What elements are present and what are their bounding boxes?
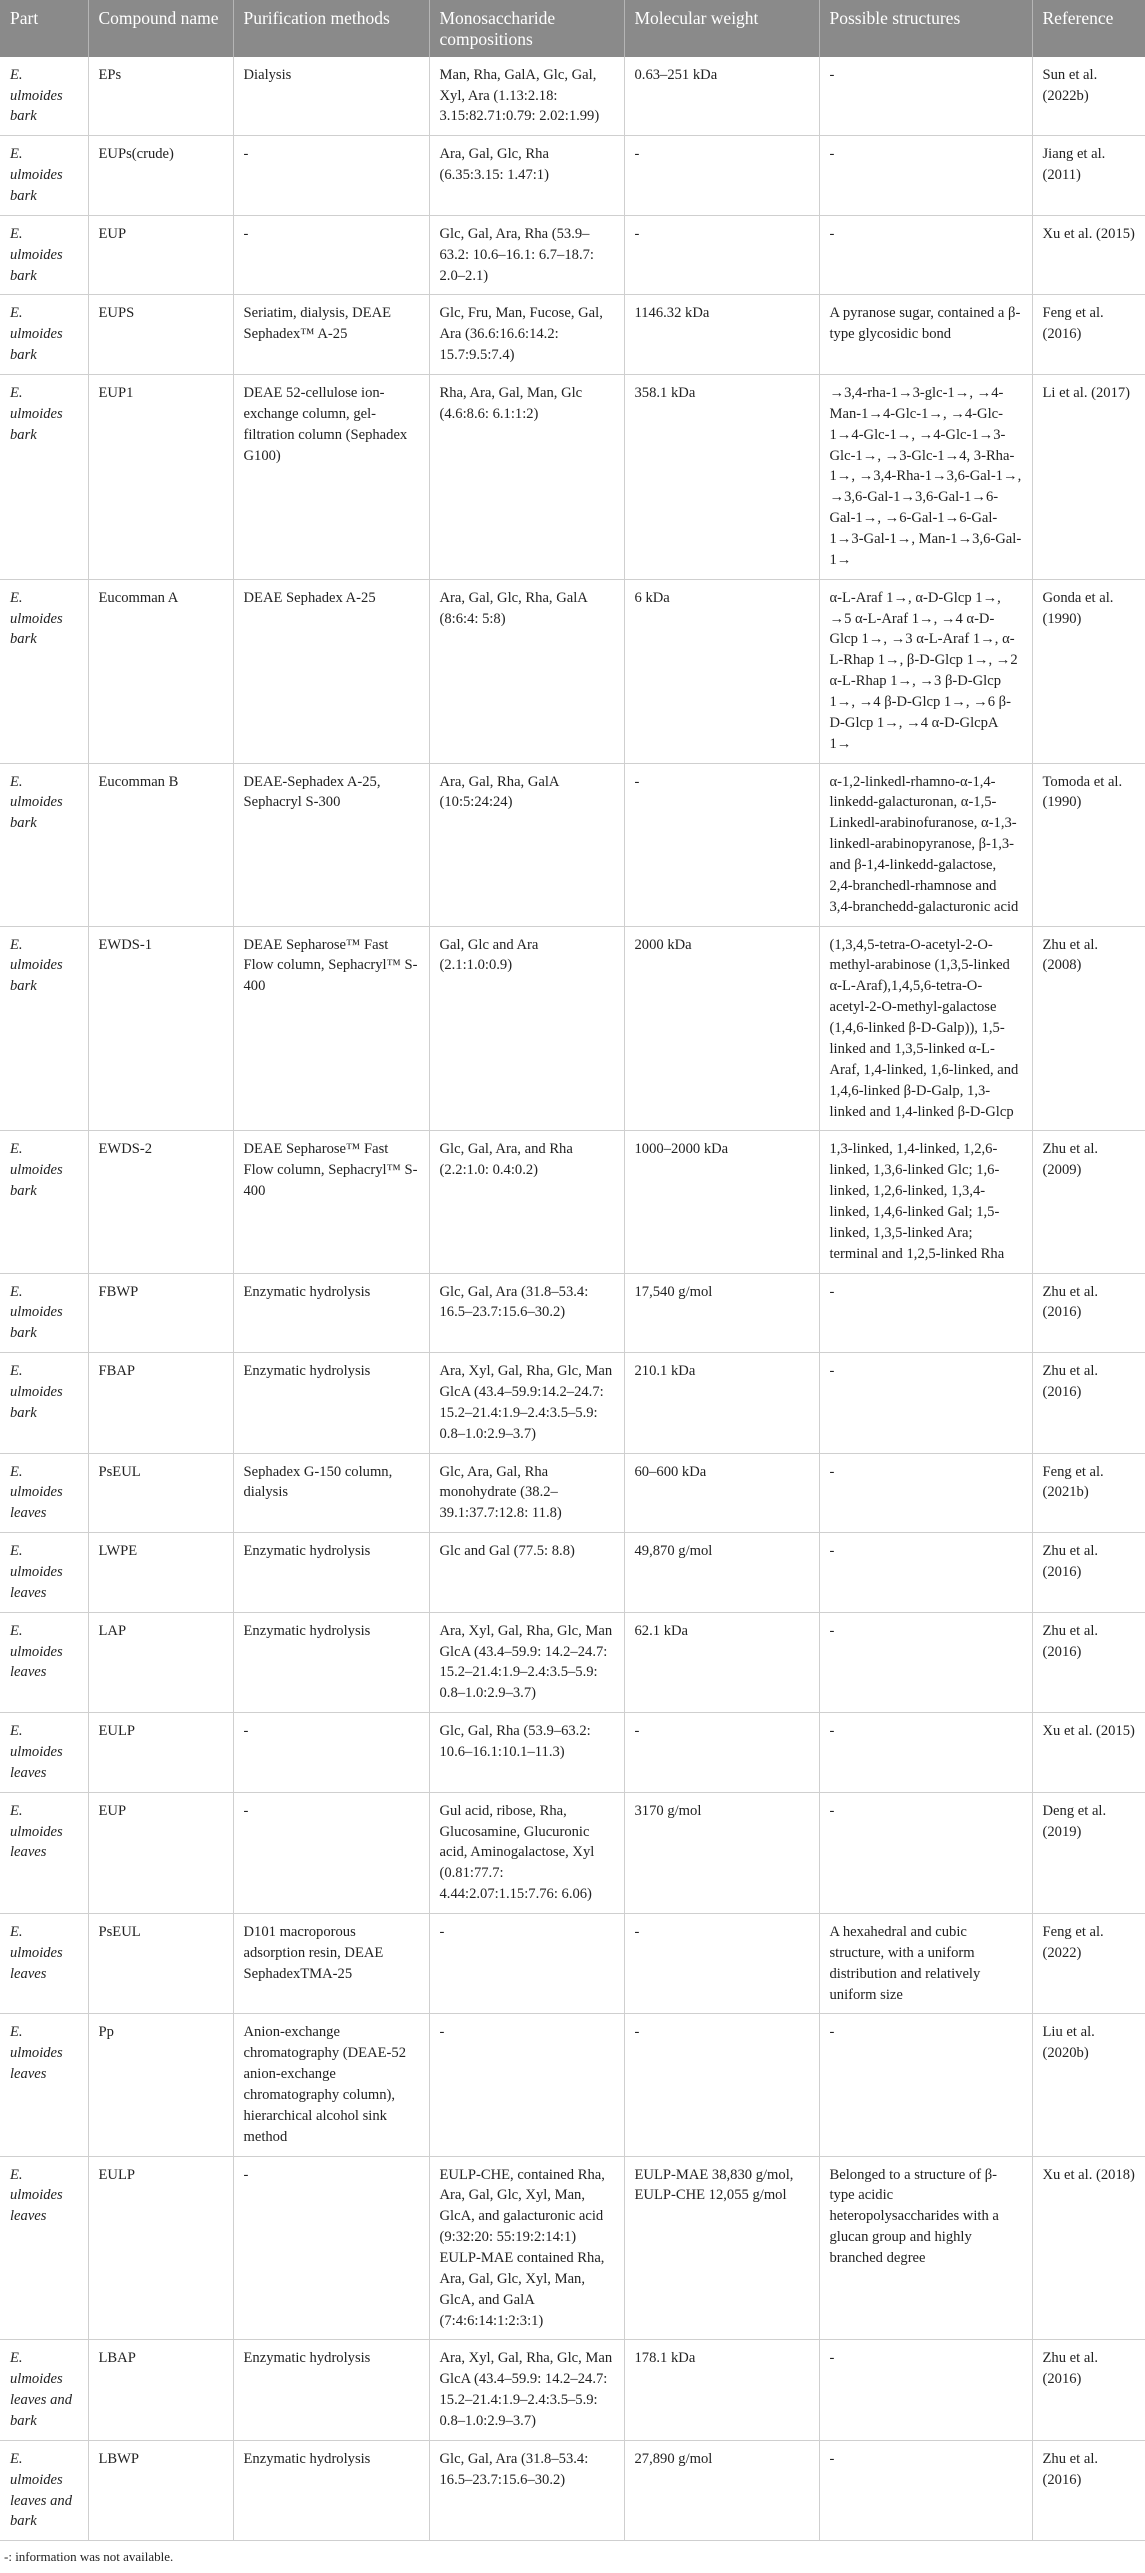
cell-structure: - xyxy=(819,1792,1032,1913)
cell-molecular-weight: 2000 kDa xyxy=(624,926,819,1131)
table-row xyxy=(0,763,1145,926)
cell-structure: Belonged to a structure of β-type acidic heteropolysaccharides with a glucan group and highly branched degree xyxy=(819,2156,1032,2340)
cell-composition: Rha, Ara, Gal, Man, Glc (4.6:8.6: 6.1:1:2) xyxy=(429,375,624,580)
cell-part: E. ulmoides leaves and bark xyxy=(0,2340,88,2440)
cell-compound-name: LBAP xyxy=(88,2340,233,2440)
cell-reference: Xu et al. (2018) xyxy=(1032,2156,1145,2340)
table-row xyxy=(0,1453,1145,1533)
table-row xyxy=(0,1533,1145,1613)
table-row xyxy=(0,2440,1145,2540)
cell-composition: Ara, Gal, Glc, Rha, GalA (8:6:4: 5:8) xyxy=(429,579,624,763)
table-row xyxy=(0,2156,1145,2340)
cell-compound-name: EWDS-1 xyxy=(88,926,233,1131)
table-row xyxy=(0,1353,1145,1453)
cell-purification: Seriatim, dialysis, DEAE Sephadex™ A-25 xyxy=(233,295,429,375)
cell-purification: Enzymatic hydrolysis xyxy=(233,1273,429,1353)
cell-purification: - xyxy=(233,1713,429,1793)
cell-structure: - xyxy=(819,136,1032,216)
cell-composition: Ara, Gal, Rha, GalA (10:5:24:24) xyxy=(429,763,624,926)
cell-compound-name: EPs xyxy=(88,57,233,136)
table-footnote: -: information was not available. xyxy=(4,2549,174,2565)
cell-part: E. ulmoides leaves xyxy=(0,1713,88,1793)
cell-molecular-weight: 178.1 kDa xyxy=(624,2340,819,2440)
cell-molecular-weight: 0.63–251 kDa xyxy=(624,57,819,136)
cell-structure: - xyxy=(819,1353,1032,1453)
table-row xyxy=(0,295,1145,375)
table-row xyxy=(0,1612,1145,1712)
cell-composition: Glc, Gal, Rha (53.9–63.2: 10.6–16.1:10.1–11.3) xyxy=(429,1713,624,1793)
cell-part: E. ulmoides leaves xyxy=(0,1533,88,1613)
cell-purification: Dialysis xyxy=(233,57,429,136)
header-molecular-weight: Molecular weight xyxy=(624,0,819,57)
cell-molecular-weight: - xyxy=(624,136,819,216)
table-row xyxy=(0,579,1145,763)
cell-composition: Glc, Gal, Ara, Rha (53.9–63.2: 10.6–16.1: 6.7–18.7: 2.0–2.1) xyxy=(429,215,624,295)
table-row xyxy=(0,2014,1145,2156)
cell-part: E. ulmoides leaves xyxy=(0,1453,88,1533)
cell-molecular-weight: 6 kDa xyxy=(624,579,819,763)
cell-purification: - xyxy=(233,1792,429,1913)
cell-purification: Enzymatic hydrolysis xyxy=(233,1353,429,1453)
cell-molecular-weight: 1000–2000 kDa xyxy=(624,1131,819,1273)
cell-purification: Anion-exchange chromatography (DEAE-52 anion-exchange chromatography column), hierarchical alcohol sink method xyxy=(233,2014,429,2156)
table-row xyxy=(0,1713,1145,1793)
cell-purification: Sephadex G-150 column, dialysis xyxy=(233,1453,429,1533)
cell-part: E. ulmoides bark xyxy=(0,1353,88,1453)
header-row xyxy=(0,0,1145,57)
cell-composition: Glc, Ara, Gal, Rha monohydrate (38.2–39.1:37.7:12.8: 11.8) xyxy=(429,1453,624,1533)
header-part: Part xyxy=(0,0,88,57)
cell-composition: Ara, Xyl, Gal, Rha, Glc, Man GlcA (43.4–59.9: 14.2–24.7: 15.2–21.4:1.9–2.4:3.5–5.9: 0.8–1.0:2.9–3.7) xyxy=(429,2340,624,2440)
cell-part: E. ulmoides bark xyxy=(0,1131,88,1273)
cell-compound-name: EWDS-2 xyxy=(88,1131,233,1273)
cell-part: E. ulmoides bark xyxy=(0,375,88,580)
cell-composition: Ara, Xyl, Gal, Rha, Glc, Man GlcA (43.4–59.9:14.2–24.7: 15.2–21.4:1.9–2.4:3.5–5.9: 0.8–1.0:2.9–3.7) xyxy=(429,1353,624,1453)
cell-structure: (1,3,4,5-tetra-O-acetyl-2-O-methyl-arabinose (1,3,5-linked α-L-Araf),1,4,5,6-tetra-O-acetyl-2-O-methyl-galactose (1,4,6-linked β-D-Galp)), 1,5-linked and 1,3,5-linked α-L-Araf, 1,4-linked, 1,6-linked, and 1,4,6-linked β-D-Galp, 1,3-linked and 1,4-linked β-D-Glcp xyxy=(819,926,1032,1131)
cell-reference: Li et al. (2017) xyxy=(1032,375,1145,580)
header-monosaccharide-compositions: Monosaccharide compositions xyxy=(429,0,624,57)
cell-composition: Glc, Gal, Ara (31.8–53.4: 16.5–23.7:15.6–30.2) xyxy=(429,2440,624,2540)
cell-compound-name: EUPs(crude) xyxy=(88,136,233,216)
cell-reference: Xu et al. (2015) xyxy=(1032,215,1145,295)
cell-compound-name: EULP xyxy=(88,1713,233,1793)
cell-structure: - xyxy=(819,1273,1032,1353)
header-compound-name: Compound name xyxy=(88,0,233,57)
cell-molecular-weight: 3170 g/mol xyxy=(624,1792,819,1913)
table-row xyxy=(0,136,1145,216)
cell-reference: Zhu et al. (2016) xyxy=(1032,2440,1145,2540)
cell-compound-name: Eucomman B xyxy=(88,763,233,926)
cell-purification: Enzymatic hydrolysis xyxy=(233,1612,429,1712)
cell-structure: A pyranose sugar, contained a β-type glycosidic bond xyxy=(819,295,1032,375)
cell-reference: Tomoda et al. (1990) xyxy=(1032,763,1145,926)
cell-composition: Ara, Gal, Glc, Rha (6.35:3.15: 1.47:1) xyxy=(429,136,624,216)
cell-purification: DEAE Sepharose™ Fast Flow column, Sephacryl™ S-400 xyxy=(233,926,429,1131)
cell-purification: DEAE-Sephadex A-25, Sephacryl S-300 xyxy=(233,763,429,926)
cell-composition: Gal, Glc and Ara (2.1:1.0:0.9) xyxy=(429,926,624,1131)
cell-purification: Enzymatic hydrolysis xyxy=(233,2340,429,2440)
cell-reference: Feng et al. (2021b) xyxy=(1032,1453,1145,1533)
cell-structure: - xyxy=(819,2440,1032,2540)
cell-molecular-weight: - xyxy=(624,763,819,926)
cell-structure: →3,4-rha-1→3-glc-1→, →4-Man-1→4-Glc-1→, →4-Glc-1→4-Glc-1→, →4-Glc-1→3-Glc-1→, →3-Glc-1→4, 3-Rha-1→, →3,4-Rha-1→3,6-Gal-1→, →3,6-Gal-1→3,6-Gal-1→6-Gal-1→, →6-Gal-1→6-Gal-1→3-Gal-1→, Man-1→3,6-Gal-1→ xyxy=(819,375,1032,580)
cell-reference: Zhu et al. (2009) xyxy=(1032,1131,1145,1273)
cell-compound-name: Eucomman A xyxy=(88,579,233,763)
cell-structure: α-1,2-linkedl-rhamno-α-1,4-linkedd-galacturonan, α-1,5-Linkedl-arabinofuranose, α-1,3-linkedl-arabinopyranose, β-1,3- and β-1,4-linkedd-galactose, 2,4-branchedl-rhamnose and 3,4-branchedd-galacturonic acid xyxy=(819,763,1032,926)
cell-compound-name: PsEUL xyxy=(88,1914,233,2014)
cell-composition: Man, Rha, GalA, Glc, Gal, Xyl, Ara (1.13:2.18: 3.15:82.71:0.79: 2.02:1.99) xyxy=(429,57,624,136)
cell-molecular-weight: 17,540 g/mol xyxy=(624,1273,819,1353)
table-row xyxy=(0,1914,1145,2014)
cell-compound-name: EUP xyxy=(88,1792,233,1913)
cell-reference: Zhu et al. (2008) xyxy=(1032,926,1145,1131)
cell-purification: - xyxy=(233,215,429,295)
cell-purification: DEAE 52-cellulose ion-exchange column, gel-filtration column (Sephadex G100) xyxy=(233,375,429,580)
cell-reference: Zhu et al. (2016) xyxy=(1032,1353,1145,1453)
cell-structure: - xyxy=(819,1713,1032,1793)
cell-structure: - xyxy=(819,1453,1032,1533)
cell-purification: - xyxy=(233,136,429,216)
cell-structure: - xyxy=(819,2340,1032,2440)
cell-part: E. ulmoides bark xyxy=(0,57,88,136)
cell-purification: DEAE Sephadex A-25 xyxy=(233,579,429,763)
table-row xyxy=(0,1131,1145,1273)
cell-molecular-weight: EULP-MAE 38,830 g/mol, EULP-CHE 12,055 g/mol xyxy=(624,2156,819,2340)
cell-reference: Gonda et al. (1990) xyxy=(1032,579,1145,763)
cell-composition: Glc and Gal (77.5: 8.8) xyxy=(429,1533,624,1613)
cell-reference: Zhu et al. (2016) xyxy=(1032,1612,1145,1712)
cell-composition: EULP-CHE, contained Rha, Ara, Gal, Glc, Xyl, Man, GlcA, and galacturonic acid (9:32:20: 55:19:2:14:1) EULP-MAE contained Rha, Ara, Gal, Glc, Xyl, Man, GlcA, and GalA (7:4:6:14:1:2:3:1) xyxy=(429,2156,624,2340)
cell-compound-name: FBAP xyxy=(88,1353,233,1453)
cell-part: E. ulmoides bark xyxy=(0,926,88,1131)
cell-structure: - xyxy=(819,57,1032,136)
cell-composition: - xyxy=(429,1914,624,2014)
cell-purification: D101 macroporous adsorption resin, DEAE SephadexTMA-25 xyxy=(233,1914,429,2014)
cell-reference: Zhu et al. (2016) xyxy=(1032,1273,1145,1353)
cell-reference: Xu et al. (2015) xyxy=(1032,1713,1145,1793)
cell-composition: Glc, Fru, Man, Fucose, Gal, Ara (36.6:16.6:14.2: 15.7:9.5:7.4) xyxy=(429,295,624,375)
cell-structure: - xyxy=(819,1612,1032,1712)
cell-compound-name: EUP xyxy=(88,215,233,295)
cell-compound-name: LAP xyxy=(88,1612,233,1712)
cell-structure: A hexahedral and cubic structure, with a uniform distribution and relatively uniform size xyxy=(819,1914,1032,2014)
cell-part: E. ulmoides leaves xyxy=(0,1914,88,2014)
table-row xyxy=(0,215,1145,295)
cell-part: E. ulmoides bark xyxy=(0,1273,88,1353)
cell-part: E. ulmoides bark xyxy=(0,579,88,763)
cell-composition: Ara, Xyl, Gal, Rha, Glc, Man GlcA (43.4–59.9: 14.2–24.7: 15.2–21.4:1.9–2.4:3.5–5.9: 0.8–1.0:2.9–3.7) xyxy=(429,1612,624,1712)
cell-molecular-weight: 62.1 kDa xyxy=(624,1612,819,1712)
table-row xyxy=(0,375,1145,580)
cell-purification: - xyxy=(233,2156,429,2340)
cell-reference: Jiang et al. (2011) xyxy=(1032,136,1145,216)
cell-part: E. ulmoides leaves xyxy=(0,2014,88,2156)
cell-reference: Zhu et al. (2016) xyxy=(1032,2340,1145,2440)
table-row xyxy=(0,57,1145,136)
cell-molecular-weight: 358.1 kDa xyxy=(624,375,819,580)
cell-purification: DEAE Sepharose™ Fast Flow column, Sephacryl™ S-400 xyxy=(233,1131,429,1273)
cell-molecular-weight: - xyxy=(624,1914,819,2014)
cell-part: E. ulmoides leaves xyxy=(0,1792,88,1913)
cell-reference: Sun et al. (2022b) xyxy=(1032,57,1145,136)
cell-compound-name: EUPS xyxy=(88,295,233,375)
cell-compound-name: Pp xyxy=(88,2014,233,2156)
cell-purification: Enzymatic hydrolysis xyxy=(233,1533,429,1613)
cell-part: E. ulmoides bark xyxy=(0,136,88,216)
cell-purification: Enzymatic hydrolysis xyxy=(233,2440,429,2540)
cell-composition: Gul acid, ribose, Rha, Glucosamine, Glucuronic acid, Aminogalactose, Xyl (0.81:77.7: 4.44:2.07:1.15:7.76: 6.06) xyxy=(429,1792,624,1913)
cell-part: E. ulmoides bark xyxy=(0,295,88,375)
table-row xyxy=(0,1792,1145,1913)
cell-compound-name: EULP xyxy=(88,2156,233,2340)
cell-compound-name: LWPE xyxy=(88,1533,233,1613)
cell-compound-name: FBWP xyxy=(88,1273,233,1353)
cell-reference: Liu et al. (2020b) xyxy=(1032,2014,1145,2156)
cell-part: E. ulmoides bark xyxy=(0,763,88,926)
cell-structure: α-L-Araf 1→, α-D-Glcp 1→, →5 α-L-Araf 1→, →4 α-D-Glcp 1→, →3 α-L-Araf 1→, α-L-Rhap 1→, β-D-Glcp 1→, →2 α-L-Rhap 1→, →3 β-D-Glcp 1→, →4 β-D-Glcp 1→, →6 β-D-Glcp 1→, →4 α-D-GlcpA 1→ xyxy=(819,579,1032,763)
cell-composition: - xyxy=(429,2014,624,2156)
cell-structure: - xyxy=(819,1533,1032,1613)
cell-reference: Feng et al. (2022) xyxy=(1032,1914,1145,2014)
cell-composition: Glc, Gal, Ara (31.8–53.4: 16.5–23.7:15.6–30.2) xyxy=(429,1273,624,1353)
cell-molecular-weight: 60–600 kDa xyxy=(624,1453,819,1533)
cell-structure: 1,3-linked, 1,4-linked, 1,2,6-linked, 1,3,6-linked Glc; 1,6-linked, 1,2,6-linked, 1,3,4-linked, 1,4,6-linked Gal; 1,5-linked, 1,3,5-linked Ara; terminal and 1,2,5-linked Rha xyxy=(819,1131,1032,1273)
cell-reference: Feng et al. (2016) xyxy=(1032,295,1145,375)
header-purification-methods: Purification methods xyxy=(233,0,429,57)
cell-molecular-weight: 1146.32 kDa xyxy=(624,295,819,375)
cell-molecular-weight: 49,870 g/mol xyxy=(624,1533,819,1613)
cell-part: E. ulmoides leaves and bark xyxy=(0,2440,88,2540)
table-row xyxy=(0,926,1145,1131)
cell-molecular-weight: - xyxy=(624,215,819,295)
cell-molecular-weight: - xyxy=(624,2014,819,2156)
cell-reference: Deng et al. (2019) xyxy=(1032,1792,1145,1913)
table-row xyxy=(0,2340,1145,2440)
cell-composition: Glc, Gal, Ara, and Rha (2.2:1.0: 0.4:0.2) xyxy=(429,1131,624,1273)
cell-molecular-weight: 210.1 kDa xyxy=(624,1353,819,1453)
cell-compound-name: EUP1 xyxy=(88,375,233,580)
header-reference: Reference xyxy=(1032,0,1145,57)
cell-reference: Zhu et al. (2016) xyxy=(1032,1533,1145,1613)
cell-molecular-weight: 27,890 g/mol xyxy=(624,2440,819,2540)
cell-structure: - xyxy=(819,2014,1032,2156)
cell-compound-name: PsEUL xyxy=(88,1453,233,1533)
cell-structure: - xyxy=(819,215,1032,295)
cell-part: E. ulmoides leaves xyxy=(0,1612,88,1712)
cell-molecular-weight: - xyxy=(624,1713,819,1793)
cell-part: E. ulmoides leaves xyxy=(0,2156,88,2340)
table-row xyxy=(0,1273,1145,1353)
cell-compound-name: LBWP xyxy=(88,2440,233,2540)
cell-part: E. ulmoides bark xyxy=(0,215,88,295)
header-possible-structures: Possible structures xyxy=(819,0,1032,57)
